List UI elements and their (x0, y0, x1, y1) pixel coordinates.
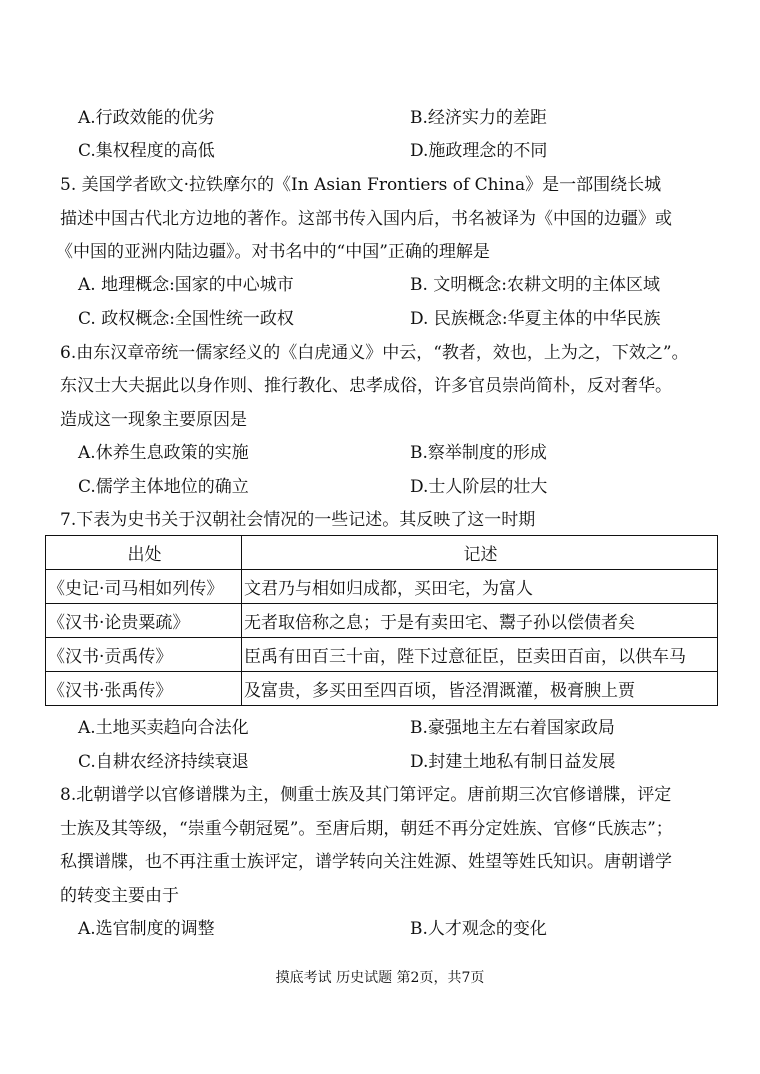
q6-option-b: B.察举制度的形成 (410, 443, 547, 463)
table-cell-record: 臣禹有田百三十亩，陛下过意征臣，臣卖田百亩，以供车马 (242, 638, 718, 672)
q8-option-b: B.人才观念的变化 (410, 919, 547, 939)
q5-option-d: D. 民族概念:华夏主体的中华民族 (410, 309, 661, 329)
q8-stem-line: 士族及其等级，“崇重今朝冠冕”。至唐后期，朝廷不再分定姓族、官修“氏族志”； (60, 819, 673, 839)
option-c: C.集权程度的高低 (78, 141, 215, 161)
option-a: A.行政效能的优劣 (78, 108, 215, 128)
q7-stem: 7.下表为史书关于汉朝社会情况的一些记述。其反映了这一时期 (60, 510, 536, 530)
table-cell-source: 《汉书·论贵粟疏》 (46, 604, 242, 638)
table-cell-source: 《汉书·张禹传》 (46, 672, 242, 706)
table-cell-source: 《史记·司马相如列传》 (46, 570, 242, 604)
option-b: B.经济实力的差距 (410, 108, 547, 128)
q5-option-a: A. 地理概念:国家的中心城市 (78, 275, 294, 295)
q7-option-a: A.土地买卖趋向合法化 (78, 718, 249, 738)
q8-option-a: A.选官制度的调整 (78, 919, 215, 939)
q5-option-c: C. 政权概念:全国性统一政权 (78, 309, 294, 329)
q8-stem-line: 8.北朝谱学以官修谱牒为主，侧重士族及其门第评定。唐前期三次官修谱牒，评定 (60, 785, 672, 805)
q6-stem-line: 6.由东汉章帝统一儒家经义的《白虎通义》中云，“教者，效也，上为之，下效之”。 (60, 343, 689, 363)
q5-stem-line: 5. 美国学者欧文·拉铁摩尔的《In Asian Frontiers of China》是一部围绕长城 (60, 175, 662, 195)
table-cell-record: 无者取倍称之息；于是有卖田宅、鬻子孙以偿债者矣 (242, 604, 718, 638)
source-table (45, 535, 718, 706)
table-row (46, 604, 718, 638)
table-cell-source: 《汉书·贡禹传》 (46, 638, 242, 672)
table-cell-record: 文君乃与相如归成都，买田宅，为富人 (242, 570, 718, 604)
q8-stem-line: 的转变主要由于 (60, 886, 179, 906)
q7-option-b: B.豪强地主左右着国家政局 (410, 718, 615, 738)
table-header-record: 记述 (242, 536, 718, 570)
table-row (46, 570, 718, 604)
q8-stem-line: 私撰谱牒，也不再注重士族评定，谱学转向关注姓源、姓望等姓氏知识。唐朝谱学 (60, 852, 672, 872)
table-row (46, 638, 718, 672)
q7-option-c: C.自耕农经济持续衰退 (78, 752, 249, 772)
table-cell-record: 及富贵，多买田至四百顷，皆泾渭溉灌，极膏腴上贾 (242, 672, 718, 706)
q5-stem-line: 《中国的亚洲内陆边疆》。对书名中的“中国”正确的理解是 (56, 242, 490, 262)
q5-option-b: B. 文明概念:农耕文明的主体区域 (410, 275, 661, 295)
table-header-row (46, 536, 718, 570)
q7-option-d: D.封建土地私有制日益发展 (410, 752, 616, 772)
table-row (46, 672, 718, 706)
page-footer: 摸底考试 历史试题 第2页，共7页 (275, 970, 485, 986)
q6-option-c: C.儒学主体地位的确立 (78, 477, 249, 497)
q6-stem-line: 东汉士大夫据此以身作则、推行教化、忠孝成俗，许多官员崇尚简朴，反对奢华。 (60, 376, 672, 396)
q6-stem-line: 造成这一现象主要原因是 (60, 410, 247, 430)
q6-option-a: A.休养生息政策的实施 (78, 443, 249, 463)
q6-option-d: D.士人阶层的壮大 (410, 477, 548, 497)
q5-stem-line: 描述中国古代北方边地的著作。这部书传入国内后，书名被译为《中国的边疆》或 (60, 209, 672, 229)
option-d: D.施政理念的不同 (410, 141, 548, 161)
table-header-source: 出处 (46, 536, 242, 570)
